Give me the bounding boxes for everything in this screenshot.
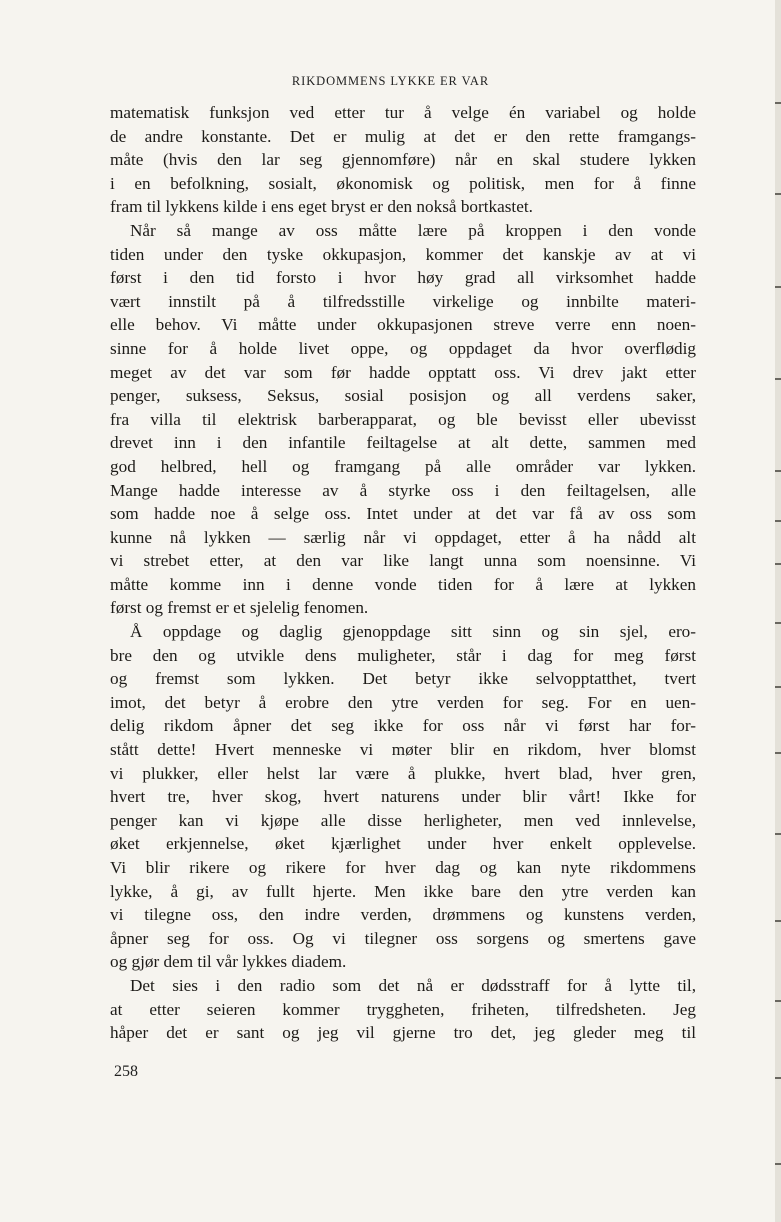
text-line: øket erkjennelse, øket kjærlighet under hver enkelt opplevelse. [110, 834, 696, 854]
edge-mark [775, 102, 781, 104]
text-line: stått dette! Hvert menneske vi møter blir en rikdom, hver blomst [110, 740, 696, 760]
text-line: måte (hvis den lar seg gjennomføre) når en skal studere lykken [110, 150, 696, 170]
edge-mark [775, 1000, 781, 1002]
edge-mark [775, 378, 781, 380]
text-line: først og fremst er et sjelelig fenomen. [110, 598, 369, 618]
text-line: meget av det var som før hadde opptatt oss. Vi drev jakt etter [110, 362, 696, 382]
edge-mark [775, 920, 781, 922]
text-line: fra villa til elektrisk barberapparat, og ble bevisst eller ubevisst [110, 409, 696, 429]
text-line: sinne for å holde livet oppe, og oppdaget da hvor overflødig [110, 338, 696, 358]
edge-mark [775, 520, 781, 522]
text-line: vært innstilt på å tilfredsstille virkelige og innbilte materi- [110, 291, 696, 311]
edge-mark [775, 752, 781, 754]
text-line: måtte komme inn i denne vonde tiden for å lære at lykken [110, 574, 696, 594]
text-line: matematisk funksjon ved etter tur å velge én variabel og holde [110, 103, 696, 122]
edge-mark [775, 563, 781, 565]
text-line: Når så mange av oss måtte lære på kroppen i den vonde [130, 220, 696, 240]
body-text [110, 101, 696, 1045]
text-line: penger kan vi kjøpe alle disse herligheter, men ved innlevelse, [110, 810, 696, 830]
text-line: Vi blir rikere og rikere for hver dag og kan nyte rikdommens [110, 858, 696, 877]
edge-mark [775, 1163, 781, 1165]
edge-mark [775, 833, 781, 835]
text-line: vi plukker, eller helst lar være å plukke, hvert blad, hver gren, [110, 763, 696, 783]
edge-mark [775, 193, 781, 195]
text-line: håper det er sant og jeg vil gjerne tro det, jeg gleder meg til [110, 1023, 696, 1043]
edge-mark [775, 286, 781, 288]
text-line: elle behov. Vi måtte under okkupasjonen streve verre enn noen- [110, 315, 696, 335]
text-line: først i den tid forsto i hvor høy grad all virksomhet hadde [110, 268, 696, 288]
text-line: drevet inn i den infantile feiltagelse at alt dette, sammen med [110, 433, 696, 453]
edge-mark [775, 470, 781, 472]
text-line: hvert tre, hver skog, hvert naturens under blir vårt! Ikke for [110, 787, 696, 807]
running-head: RIKDOMMENS LYKKE ER VAR [291, 74, 490, 88]
text-line: de andre konstante. Det er mulig at det er den rette framgangs- [110, 126, 696, 146]
text-line: kunne nå lykken — særlig når vi oppdaget, etter å ha nådd alt [110, 527, 696, 547]
text-line: og fremst som lykken. Det betyr ikke selvopptatthet, tvert [110, 669, 696, 689]
text-line: god helbred, hell og framgang på alle områder var lykken. [110, 456, 696, 476]
page-number: 258 [114, 1063, 138, 1080]
text-line: i en befolkning, sosialt, økonomisk og politisk, men for å finne [110, 173, 696, 193]
text-line: og gjør dem til vår lykkes diadem. [110, 952, 347, 972]
edge-mark [775, 1077, 781, 1079]
text-line: fram til lykkens kilde i ens eget bryst er den nokså bortkastet. [110, 197, 533, 217]
text-line: Det sies i den radio som det nå er dødsstraff for å lytte til, [130, 975, 696, 995]
text-line: imot, det betyr å erobre den ytre verden for seg. For en uen- [110, 692, 696, 712]
text-line: vi tilegne oss, den indre verden, drømmens og kunstens verden, [110, 905, 696, 925]
text-line: åpner seg for oss. Og vi tilegner oss sorgens og smertens gave [110, 928, 696, 948]
edge-mark [775, 686, 781, 688]
text-line: at etter seieren kommer tryggheten, friheten, tilfredsheten. Jeg [110, 999, 696, 1019]
text-line: tiden under den tyske okkupasjon, kommer det kanskje av at vi [110, 244, 696, 264]
text-line: bre den og utvikle dens muligheter, står i dag for meg først [110, 645, 696, 665]
text-line: penger, suksess, Seksus, sosial posisjon og all verdens saker, [110, 386, 696, 406]
text-line: lykke, å gi, av fullt hjerte. Men ikke bare den ytre verden kan [110, 881, 696, 901]
text-line: Å oppdage og daglig gjenoppdage sitt sinn og sin sjel, ero- [130, 622, 696, 642]
text-line: delig rikdom åpner det seg ikke for oss når vi først har for- [110, 716, 696, 736]
edge-mark [775, 622, 781, 624]
text-line: vi strebet etter, at den var like langt unna som noensinne. Vi [110, 551, 696, 571]
text-line: Mange hadde interesse av å styrke oss i den feiltagelsen, alle [110, 480, 696, 500]
page-edge-marks [775, 0, 781, 1222]
text-line: som hadde noe å selge oss. Intet under at det var få av oss som [110, 504, 696, 524]
